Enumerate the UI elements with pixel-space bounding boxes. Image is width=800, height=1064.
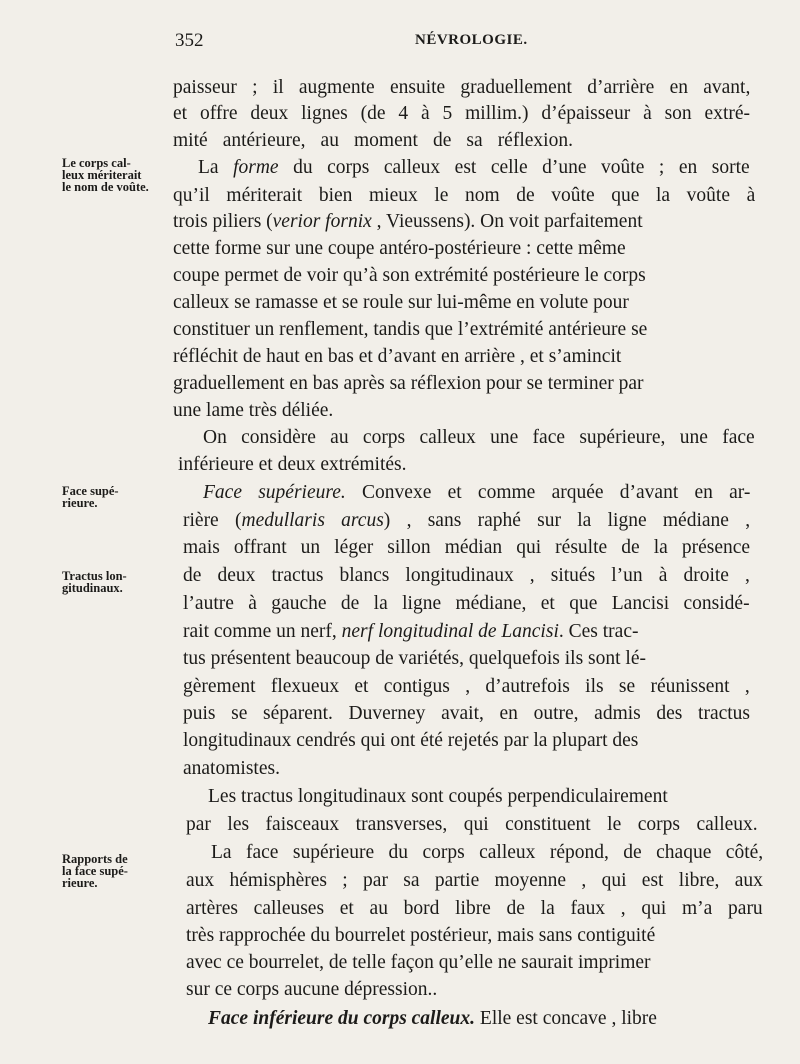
text-line xyxy=(208,784,668,810)
text-run: l’autre à gauche de la ligne médiane, et que Lancisi considé- xyxy=(183,593,750,614)
text-line xyxy=(173,75,750,101)
text-run: Convexe et comme arquée d’avant en ar- xyxy=(345,482,751,503)
text-run: , Vieussens). On voit parfaitement xyxy=(371,211,643,232)
text-line xyxy=(208,1006,657,1032)
text-line xyxy=(186,896,763,922)
text-run: mais offrant un léger sillon médian qui résulte de la présence xyxy=(183,537,751,558)
text-line xyxy=(186,868,763,894)
text-run: ) , sans raphé sur la ligne médiane , xyxy=(383,510,751,531)
text-run: qu’il mériterait bien mieux le nom de voûte que la voûte à xyxy=(173,185,756,206)
text-run: longitudinaux cendrés qui ont été rejetés par la plupart des xyxy=(183,730,639,751)
page-header xyxy=(175,30,575,54)
margin-note-line: gitudinaux. xyxy=(62,581,123,595)
text-run: du corps calleux est celle d’une voûte ; en sorte xyxy=(278,157,750,178)
text-line xyxy=(173,344,621,370)
text-run: La face supérieure du corps calleux répond, de chaque côté, xyxy=(211,842,764,863)
margin-note-face-sup xyxy=(62,485,174,509)
text-run: avec ce bourrelet, de telle façon qu’elle ne saurait imprimer xyxy=(186,952,651,973)
text-line xyxy=(173,128,573,154)
margin-note-forme xyxy=(62,157,174,193)
text-run: cette forme sur une coupe antéro-postérieure : cette même xyxy=(173,238,626,259)
text-run: On considère au corps calleux une face supérieure, une face xyxy=(203,427,755,448)
text-line xyxy=(183,591,750,617)
running-head: NÉVROLOGIE. xyxy=(415,32,528,48)
emphasis-text: Face inférieure du corps calleux. xyxy=(208,1008,476,1029)
margin-note-line: rieure. xyxy=(62,876,98,890)
emphasis-text: medullaris arcus xyxy=(241,510,384,531)
text-line xyxy=(183,728,638,754)
emphasis-text: verior fornix xyxy=(272,211,372,232)
margin-note-line: rieure. xyxy=(62,496,98,510)
text-run: anatomistes. xyxy=(183,758,280,779)
text-run: trois piliers ( xyxy=(173,211,273,232)
text-run: tus présentent beaucoup de variétés, quelquefois ils sont lé- xyxy=(183,648,646,669)
text-run: rière ( xyxy=(183,510,242,531)
text-run: par les faisceaux transverses, qui constituent le corps calleux. xyxy=(186,814,758,835)
text-line xyxy=(173,290,629,316)
text-line xyxy=(198,155,750,181)
text-run: constituer un renflement, tandis que l’extrémité antérieure se xyxy=(173,319,648,340)
text-run: Les tractus longitudinaux sont coupés perpendiculairement xyxy=(208,786,668,807)
text-line xyxy=(186,950,651,976)
text-line xyxy=(186,812,758,838)
text-run: très rapprochée du bourrelet postérieur, mais sans contiguité xyxy=(186,925,656,946)
text-run: graduellement en bas après sa réflexion pour se terminer par xyxy=(173,373,644,394)
emphasis-text: nerf longitudinal de Lancisi xyxy=(341,621,559,642)
margin-note-rapports xyxy=(62,853,174,889)
text-line xyxy=(183,674,750,700)
text-run: artères calleuses et au bord libre de la faux , qui m’a paru xyxy=(186,898,763,919)
text-run: inférieure et deux extrémités. xyxy=(178,454,407,475)
text-run: de deux tractus blancs longitudinaux , situés l’un à droite , xyxy=(183,565,750,586)
text-line xyxy=(173,317,647,343)
text-run: coupe permet de voir qu’à son extrémité postérieure le corps xyxy=(173,265,646,286)
text-run: réfléchit de haut en bas et d’avant en arrière , et s’amincit xyxy=(173,346,622,367)
text-line xyxy=(183,508,750,534)
text-line xyxy=(178,452,406,478)
text-line xyxy=(183,701,750,727)
text-line xyxy=(183,646,646,672)
emphasis-text: Face supérieure. xyxy=(203,482,346,503)
text-run: paisseur ; il augmente ensuite graduellement d’arrière en avant, xyxy=(173,77,751,98)
text-run: et offre deux lignes (de 4 à 5 millim.) d’épaisseur à son extré- xyxy=(173,103,751,124)
text-line xyxy=(203,480,750,506)
margin-note-line: Face supé- xyxy=(62,484,119,498)
text-line xyxy=(183,535,750,561)
text-run: gèrement flexueux et contigus , d’autrefois ils se réunissent , xyxy=(183,676,750,697)
text-run: une lame très déliée. xyxy=(173,400,334,421)
margin-note-line: le nom de voûte. xyxy=(62,180,149,194)
text-run: . Ces trac- xyxy=(558,621,639,642)
text-line xyxy=(173,236,626,262)
text-line xyxy=(173,183,755,209)
page-number: 352 xyxy=(175,30,204,51)
text-run: La xyxy=(198,157,234,178)
margin-note-line: Rapports de xyxy=(62,852,128,866)
text-line xyxy=(173,398,333,424)
text-line xyxy=(186,977,437,1003)
text-run: aux hémisphères ; par sa partie moyenne , qui est libre, aux xyxy=(186,870,763,891)
text-line xyxy=(211,840,763,866)
text-run: puis se séparent. Duverney avait, en outre, admis des tractus xyxy=(183,703,751,724)
emphasis-text: forme xyxy=(233,157,279,178)
text-line xyxy=(173,209,643,235)
margin-note-line: leux mériterait xyxy=(62,168,142,182)
text-line xyxy=(183,563,750,589)
margin-note-line: Tractus lon- xyxy=(62,569,127,583)
text-line xyxy=(186,923,655,949)
text-run: sur ce corps aucune dépression.. xyxy=(186,979,438,1000)
text-run: Elle est concave , libre xyxy=(475,1008,657,1029)
text-run: rait comme un nerf, xyxy=(183,621,342,642)
text-run: mité antérieure, au moment de sa réflexion. xyxy=(173,130,573,151)
text-line xyxy=(183,619,638,645)
text-line xyxy=(183,756,280,782)
text-run: calleux se ramasse et se roule sur lui-même en volute pour xyxy=(173,292,629,313)
margin-note-tractus xyxy=(62,570,174,594)
text-line xyxy=(173,101,750,127)
text-line xyxy=(203,425,755,451)
margin-note-line: Le corps cal- xyxy=(62,156,131,170)
margin-note-line: la face supé- xyxy=(62,864,128,878)
text-line xyxy=(173,371,644,397)
text-line xyxy=(173,263,646,289)
